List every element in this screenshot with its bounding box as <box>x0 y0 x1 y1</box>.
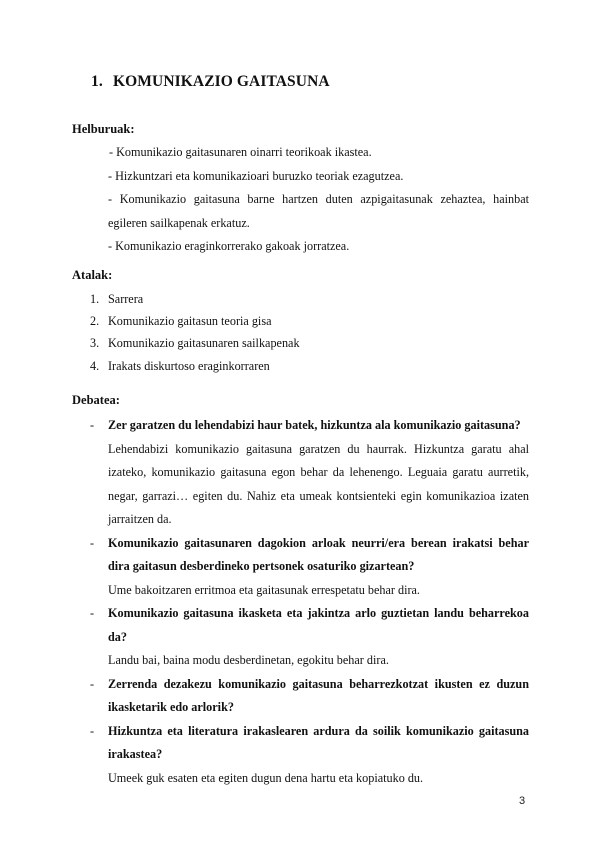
debate-question: Komunikazio gaitasuna ikasketa eta jakintza arlo guztietan landu beharrekoa da? <box>108 606 529 644</box>
debate-question: Zerrenda dezakezu komunikazio gaitasuna beharrezkotzat ikusten ez duzun ikasketarik edo arlorik? <box>108 676 529 714</box>
debate-item <box>90 414 529 532</box>
objectives-list <box>108 141 529 259</box>
bullet-dash: - <box>90 676 95 691</box>
bullet-dash: - <box>90 418 95 432</box>
debate-answer: Landu bai, baina modu desberdinetan, egokitu behar dira. <box>108 653 389 667</box>
debate-answer: Lehendabizi komunikazio gaitasuna garatzen du haurrak. Hizkuntza garatu ahal izateko, komunikazio gaitasuna egon behar da lehenengo. Leguaia garatu aurretik, negar, garrazi… egiten du. Nahiz eta umeak kontsienteki egin komunikazioa izaten jarraitzen da. <box>108 441 529 526</box>
objective-item: - Komunikazio eraginkorrerako gakoak jorratzea. <box>108 239 350 253</box>
debate-question: Hizkuntza eta literatura irakaslearen ardura da soilik komunikazio gaitasuna irakastea? <box>108 723 529 761</box>
section-title-text: KOMUNIKAZIO GAITASUNA <box>112 73 330 90</box>
debate-item <box>90 532 529 603</box>
topics-label: Atalak: <box>72 268 113 282</box>
topic-item <box>90 290 300 312</box>
debate-question: Zer garatzen du lehendabizi haur batek, hizkuntza ala komunikazio gaitasuna? <box>108 418 521 432</box>
debate-item <box>90 673 529 720</box>
topic-item <box>90 334 300 356</box>
objective-item: - Komunikazio gaitasuna barne hartzen duten azpigaitasunak zehaztea, hainbat egileren sailkapenak erkatuz. <box>108 192 529 230</box>
topic-number: 2. <box>90 314 100 329</box>
topic-text: Irakats diskurtoso eraginkorraren <box>108 358 270 373</box>
topic-item <box>90 357 300 379</box>
section-title <box>91 73 330 91</box>
section-number: 1. <box>91 73 103 90</box>
debate-list <box>90 414 529 790</box>
debate-question: Komunikazio gaitasunaren dagokion arloak neurri/era berean irakatsi behar dira gaitasun desberdineko pertsonek osaturiko gizartean? <box>108 535 529 573</box>
page-number: 3 <box>519 795 526 807</box>
debate-answer: Ume bakoitzaren erritmoa eta gaitasunak errespetatu behar dira. <box>108 582 420 597</box>
bullet-dash: - <box>90 606 95 620</box>
debate-item <box>90 720 529 791</box>
bullet-dash: - <box>90 535 95 550</box>
objective-item: - Komunikazio gaitasunaren oinarri teorikoak ikastea. <box>109 145 372 159</box>
objectives-label: Helburuak: <box>72 122 135 136</box>
objective-item: - Hizkuntzari eta komunikazioari buruzko teoriak ezagutzea. <box>108 168 404 183</box>
debate-item <box>90 602 529 673</box>
debate-answer: Umeek guk esaten eta egiten dugun dena hartu eta kopiatuko du. <box>108 770 424 785</box>
topic-number: 4. <box>90 358 100 373</box>
topic-number: 1. <box>90 292 100 306</box>
topic-item <box>90 312 300 334</box>
topic-number: 3. <box>90 336 100 351</box>
debate-label: Debatea: <box>72 393 120 407</box>
bullet-dash: - <box>90 723 95 738</box>
topic-text: Sarrera <box>108 292 144 306</box>
topics-list <box>90 290 300 379</box>
topic-text: Komunikazio gaitasun teoria gisa <box>108 314 272 329</box>
topic-text: Komunikazio gaitasunaren sailkapenak <box>108 336 300 351</box>
